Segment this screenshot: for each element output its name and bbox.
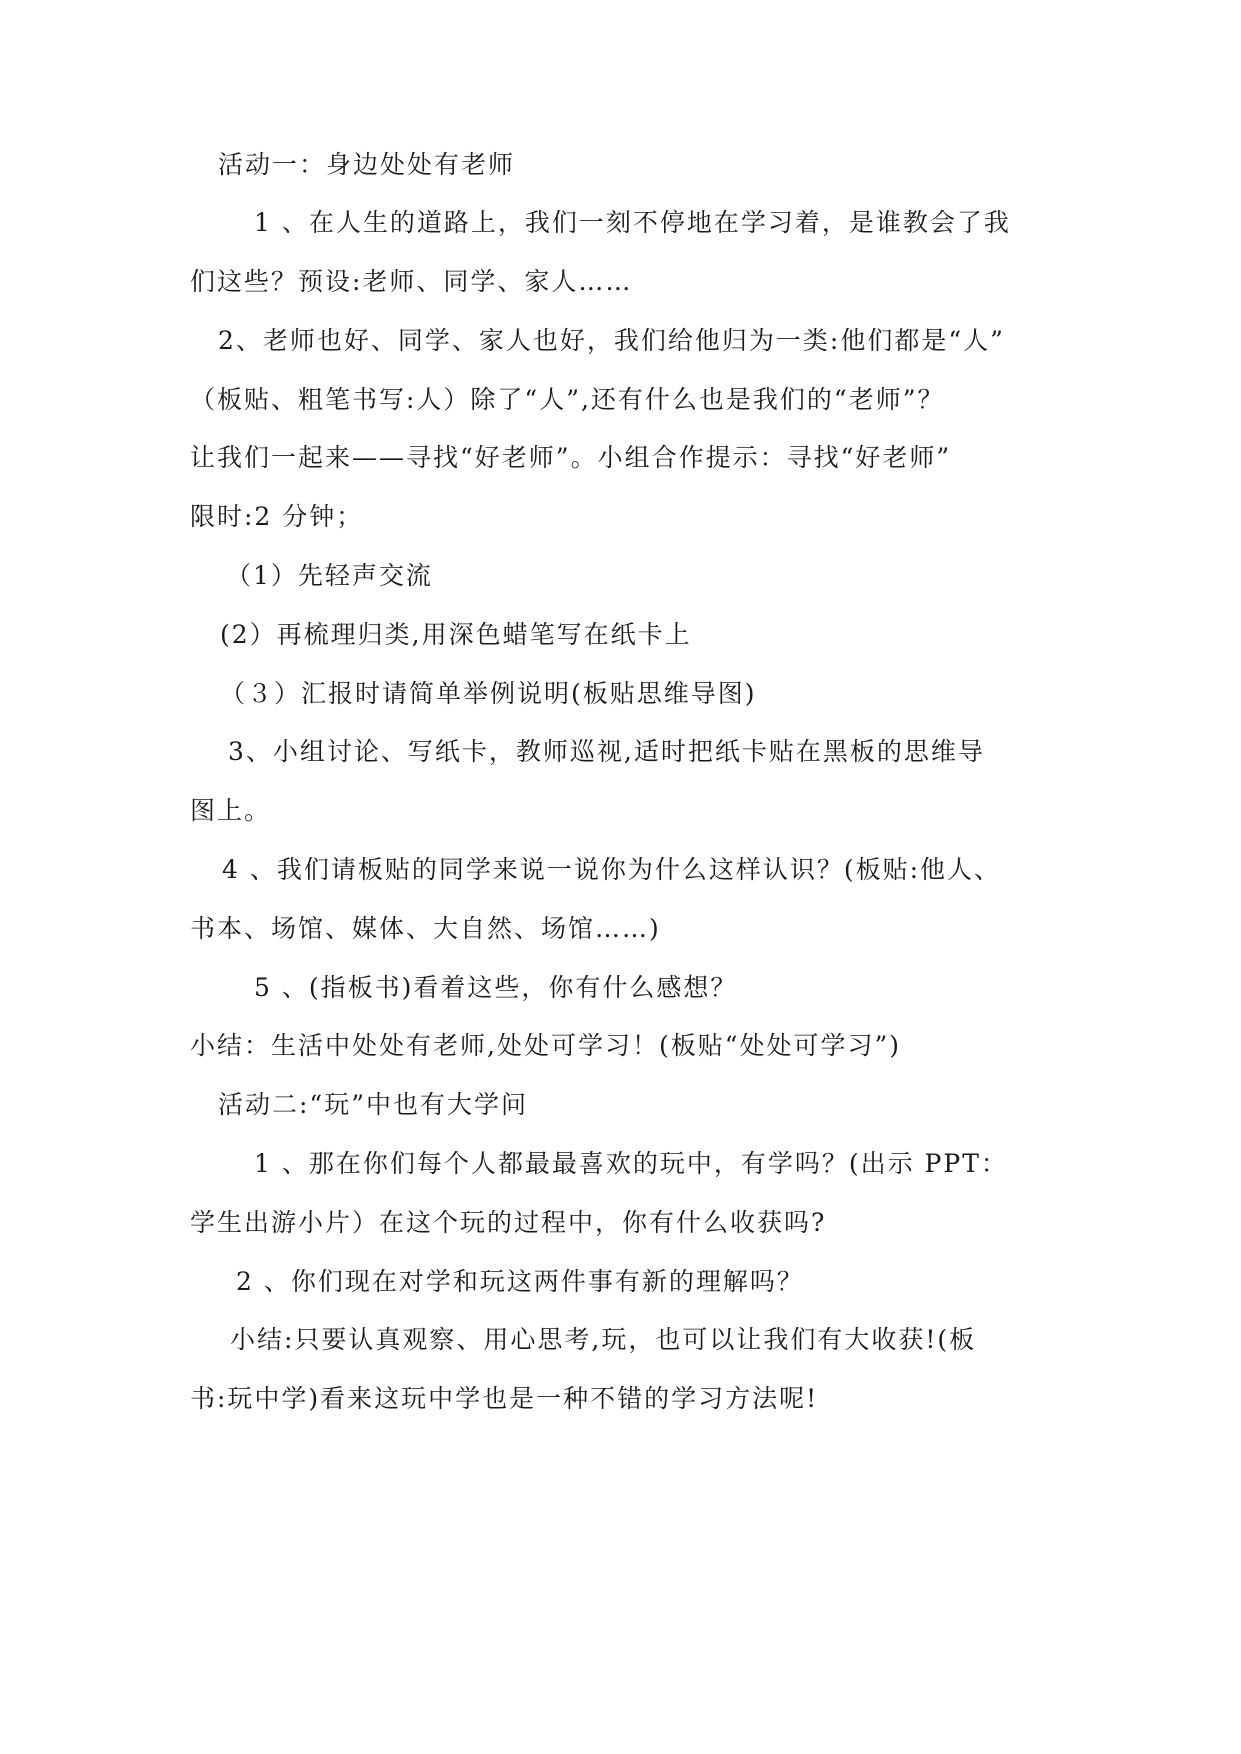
paragraph-line: 限时:2 分钟； — [190, 502, 364, 531]
paragraph-line: 图上。 — [190, 796, 272, 825]
paragraph-line: 们这些？预设:老师、同学、家人…… — [190, 267, 633, 296]
paragraph-line: 书本、场馆、媒体、大自然、场馆……) — [190, 914, 661, 943]
activity-two-heading: 活动二:“玩”中也有大学问 — [218, 1090, 528, 1119]
paragraph-line: 1 、那在你们每个人都最最喜欢的玩中，有学吗？(出示 PPT： — [254, 1149, 1008, 1178]
activity-one-heading: 活动一：身边处处有老师 — [218, 150, 516, 179]
list-item: （1）先轻声交流 — [226, 561, 433, 590]
paragraph-line: 学生出游小片）在这个玩的过程中，你有什么收获吗? — [190, 1208, 827, 1237]
summary-line: 小结：生活中处处有老师,处处可学习！(板贴“处处可学习”) — [190, 1031, 902, 1060]
paragraph-line: （板贴、粗笔书写:人）除了“人”,还有什么也是我们的“老师”？ — [190, 385, 945, 414]
list-item: (2）再梳理归类,用深色蜡笔写在纸卡上 — [220, 620, 692, 649]
list-item: （３）汇报时请简单举例说明(板贴思维导图) — [220, 679, 757, 708]
paragraph-line: 2 、你们现在对学和玩这两件事有新的理解吗？ — [236, 1267, 804, 1296]
paragraph-line: 4 、我们请板贴的同学来说一说你为什么这样认识？(板贴:他人、 — [222, 855, 1002, 884]
paragraph-line: 5 、(指板书)看着这些，你有什么感想？ — [254, 973, 738, 1002]
paragraph-line: 让我们一起来——寻找“好老师”。小组合作提示：寻找“好老师” — [190, 443, 952, 472]
paragraph-line: 1 、在人生的道路上，我们一刻不停地在学习着，是谁教会了我 — [254, 208, 1011, 237]
summary-line: 小结:只要认真观察、用心思考,玩，也可以让我们有大收获!(板 — [230, 1325, 977, 1354]
paragraph-line: 2、老师也好、同学、家人也好，我们给他归为一类:他们都是“人” — [218, 326, 1005, 355]
summary-line: 书:玩中学)看来这玩中学也是一种不错的学习方法呢! — [190, 1384, 819, 1413]
paragraph-line: 3、小组讨论、写纸卡，教师巡视,适时把纸卡贴在黑板的思维导 — [228, 737, 985, 766]
